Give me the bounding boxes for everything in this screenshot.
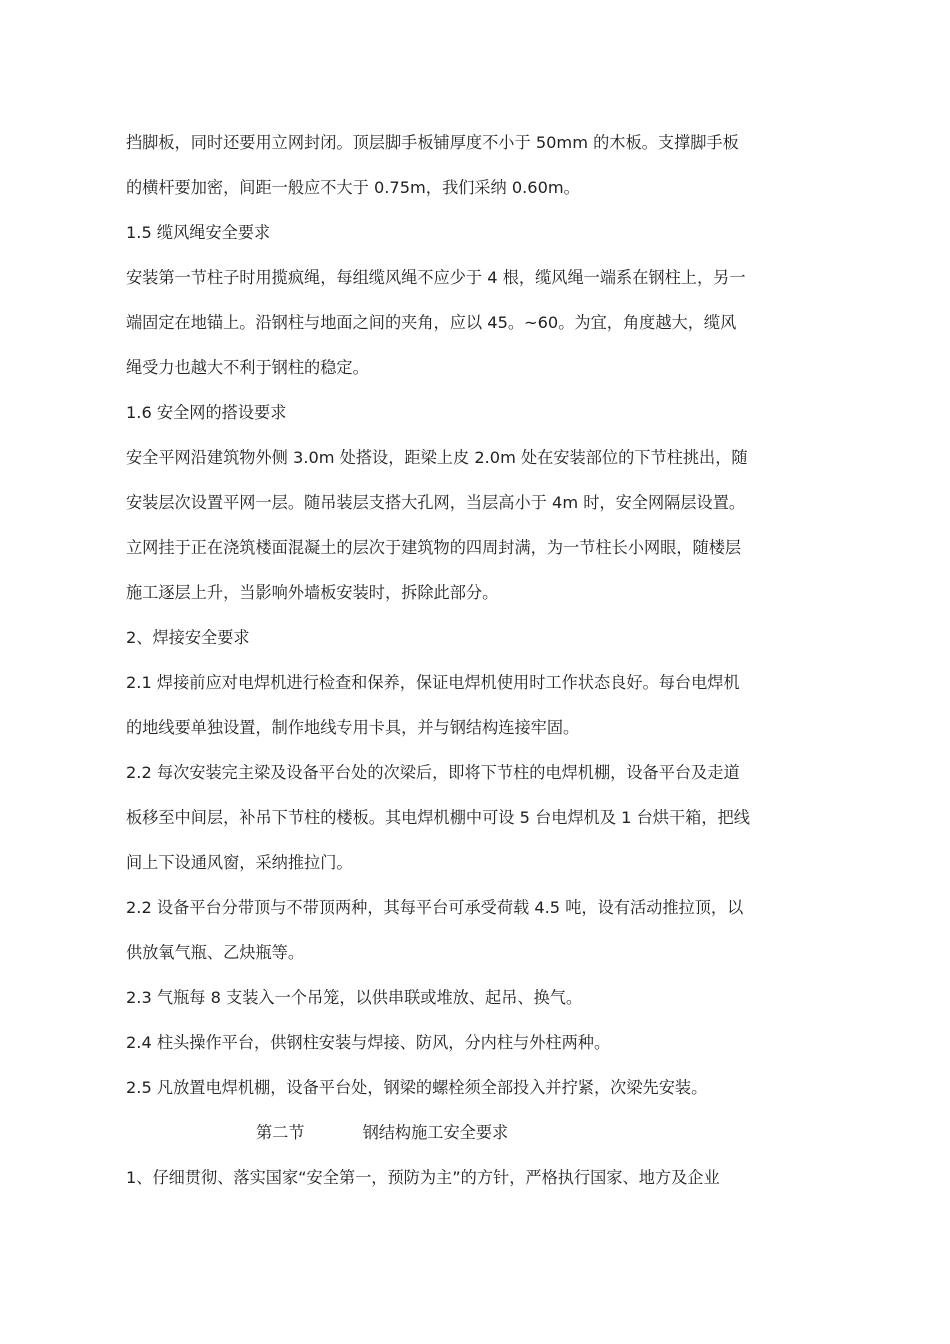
section-heading bbox=[126, 1110, 826, 1155]
document-body bbox=[126, 120, 826, 1200]
text-line: 端固定在地锚上。沿钢柱与地面之间的夹角，应以 45。~60。为宜，角度越大，缆风 bbox=[126, 313, 737, 332]
text-line: 的地线要单独设置，制作地线专用卡具，并与钢结构连接牢固。 bbox=[126, 718, 580, 737]
subsection-heading: 2、焊接安全要求 bbox=[126, 628, 250, 647]
text-line: 2.3 气瓶每 8 支装入一个吊笼，以供串联或堆放、起吊、换气。 bbox=[126, 988, 583, 1007]
text-line: 的横杆要加密，间距一般应不大于 0.75m，我们采纳 0.60m。 bbox=[126, 178, 580, 197]
text-line: 1、仔细贯彻、落实国家“安全第一，预防为主”的方针，严格执行国家、地方及企业 bbox=[126, 1168, 720, 1187]
text-line: 安装层次设置平网一层。随吊装层支搭大孔网，当层高小于 4m 时，安全网隔层设置。 bbox=[126, 493, 746, 512]
text-line: 供放氧气瓶、乙炔瓶等。 bbox=[126, 943, 305, 962]
section-title: 钢结构施工安全要求 bbox=[362, 1123, 509, 1142]
subsection-heading: 1.6 安全网的搭设要求 bbox=[126, 403, 287, 422]
text-line: 绳受力也越大不利于钢柱的稳定。 bbox=[126, 358, 369, 377]
text-line: 安全平网沿建筑物外侧 3.0m 处搭设，距梁上皮 2.0m 处在安装部位的下节柱挑出，随 bbox=[126, 448, 748, 467]
text-line: 安装第一节柱子时用揽疯绳，每组缆风绳不应少于 4 根，缆风绳一端系在钢柱上，另一 bbox=[126, 268, 746, 287]
section-number: 第二节 bbox=[256, 1123, 305, 1142]
text-line: 2.1 焊接前应对电焊机进行检查和保养，保证电焊机使用时工作状态良好。每台电焊机 bbox=[126, 673, 740, 692]
text-line: 间上下设通风窗，采纳推拉门。 bbox=[126, 853, 353, 872]
text-line: 2.2 设备平台分带顶与不带顶两种，其每平台可承受荷载 4.5 吨，设有活动推拉顶，以 bbox=[126, 898, 744, 917]
text-line: 2.5 凡放置电焊机棚，设备平台处，钢梁的螺栓须全部投入并拧紧，次梁先安装。 bbox=[126, 1078, 708, 1097]
text-line: 2.4 柱头操作平台，供钢柱安装与焊接、防风，分内柱与外柱两种。 bbox=[126, 1033, 611, 1052]
text-line: 挡脚板，同时还要用立网封闭。顶层脚手板铺厚度不小于 50mm 的木板。支撑脚手板 bbox=[126, 133, 739, 152]
subsection-heading: 1.5 缆风绳安全要求 bbox=[126, 223, 271, 242]
text-line: 施工逐层上升，当影响外墙板安装时，拆除此部分。 bbox=[126, 583, 499, 602]
text-line: 立网挂于正在浇筑楼面混凝土的层次于建筑物的四周封满，为一节柱长小网眼，随楼层 bbox=[126, 538, 742, 557]
text-line: 板移至中间层，补吊下节柱的楼板。其电焊机棚中可设 5 台电焊机及 1 台烘干箱，把线 bbox=[126, 808, 750, 827]
text-line: 2.2 每次安装完主梁及设备平台处的次梁后，即将下节柱的电焊机棚，设备平台及走道 bbox=[126, 763, 740, 782]
